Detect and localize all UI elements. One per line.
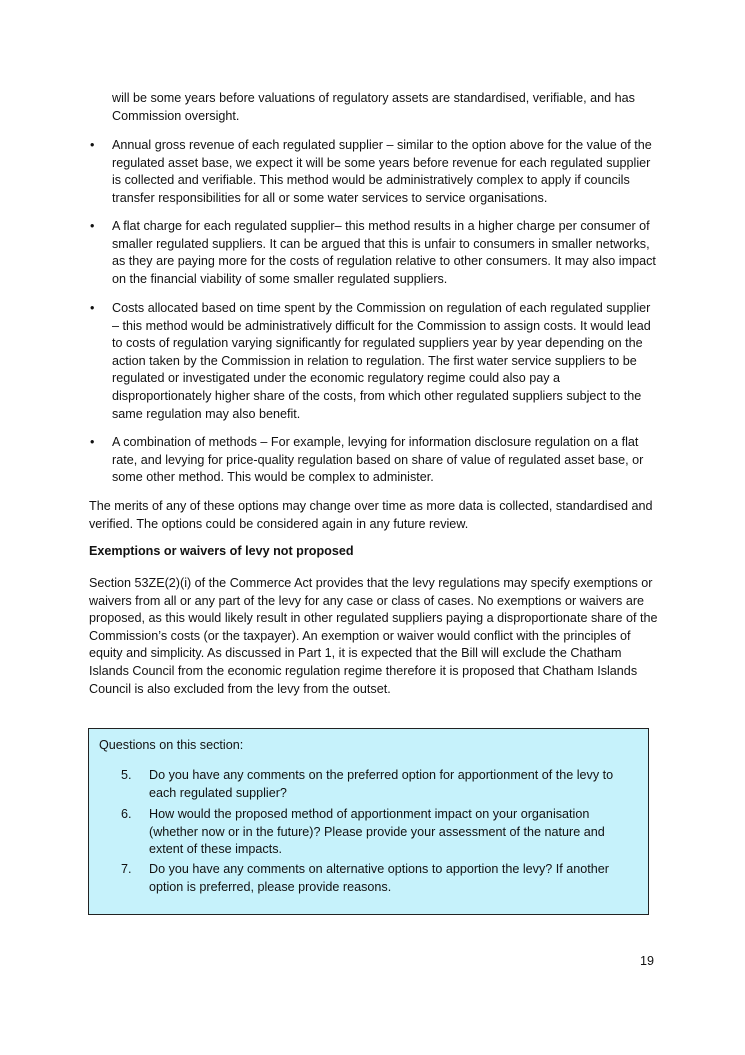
question-number: 5.: [121, 768, 132, 782]
question-text: How would the proposed method of apportionment impact on your organisation (whether now or in the future)? Please provide your assessment of the nature and extent of these impacts.: [149, 807, 605, 857]
question-item: [121, 767, 629, 802]
exemptions-paragraph: Section 53ZE(2)(i) of the Commerce Act provides that the levy regulations may specify exemptions or waivers from all or any part of the levy for any case or class of cases. No exemptions or waivers are proposed, as this would likely result in other regulated suppliers paying a disproportionate share of the Commission’s costs (or the taxpayer). An exemption or waiver would conflict with the principles of equity and simplicity. As discussed in Part 1, it is expected that the Bill will exclude the Chatham Islands Council from the economic regulation regime therefore it is proposed that Chatham Islands Council is also excluded from the levy from the outset.: [89, 576, 658, 696]
bullet-item-combination: [90, 434, 660, 487]
bullet-marker: •: [90, 435, 95, 449]
bullet-text: A combination of methods – For example, levying for information disclosure regulation on a flat rate, and levying for price-quality regulation based on share of value of regulated asset base, or some other method. This would be complex to administer.: [112, 435, 644, 485]
question-item: [121, 861, 629, 896]
question-number: 6.: [121, 807, 132, 821]
bullet-text: Annual gross revenue of each regulated supplier – similar to the option above for the value of the regulated asset base, we expect it will be some years before revenue for each regulated supplier is collected and verifiable. This method would be administratively complex to apply if councils transfer responsibilities for all or some water services to service organisations.: [112, 138, 652, 205]
section-heading: Exemptions or waivers of levy not proposed: [89, 544, 354, 558]
questions-title: Questions on this section:: [99, 738, 244, 752]
bullet-marker: •: [90, 219, 95, 233]
question-number: 7.: [121, 862, 132, 876]
bullet-marker: •: [90, 301, 95, 315]
bullet-item-time-spent: [90, 300, 660, 423]
question-text: Do you have any comments on alternative options to apportion the levy? If another option is preferred, please provide reasons.: [149, 862, 609, 894]
question-item: [121, 806, 629, 859]
bullet-text: Costs allocated based on time spent by the Commission on regulation of each regulated supplier – this method would be administratively difficult for the Commission to assign costs. It would lead to costs of regulation varying significantly for regulated suppliers year by year depending on the action taken by the Commission in relation to regulation. The first water service suppliers to be regulated or investigated under the economic regulatory regime could also pay a disproportionately higher share of the costs, from which other regulated suppliers subject to the same regulation may also benefit.: [112, 301, 651, 421]
question-text: Do you have any comments on the preferred option for apportionment of the levy to each regulated supplier?: [149, 768, 614, 800]
questions-box: [88, 728, 649, 915]
bullet-text: A flat charge for each regulated supplier– this method results in a higher charge per consumer of smaller regulated suppliers. It can be argued that this is unfair to consumers in smaller networks, as they are paying more for the costs of regulation relative to other consumers. It may also impact on the financial viability of some smaller regulated suppliers.: [112, 219, 656, 286]
bullet-item-revenue: [90, 137, 660, 207]
merits-paragraph: The merits of any of these options may change over time as more data is collected, standardised and verified. The options could be considered again in any future review.: [89, 499, 653, 531]
bullet-marker: •: [90, 138, 95, 152]
page-number: 19: [640, 954, 655, 968]
continuation-paragraph: will be some years before valuations of regulatory assets are standardised, verifiable, and has Commission oversight.: [112, 91, 635, 123]
bullet-item-flat-charge: [90, 218, 660, 288]
